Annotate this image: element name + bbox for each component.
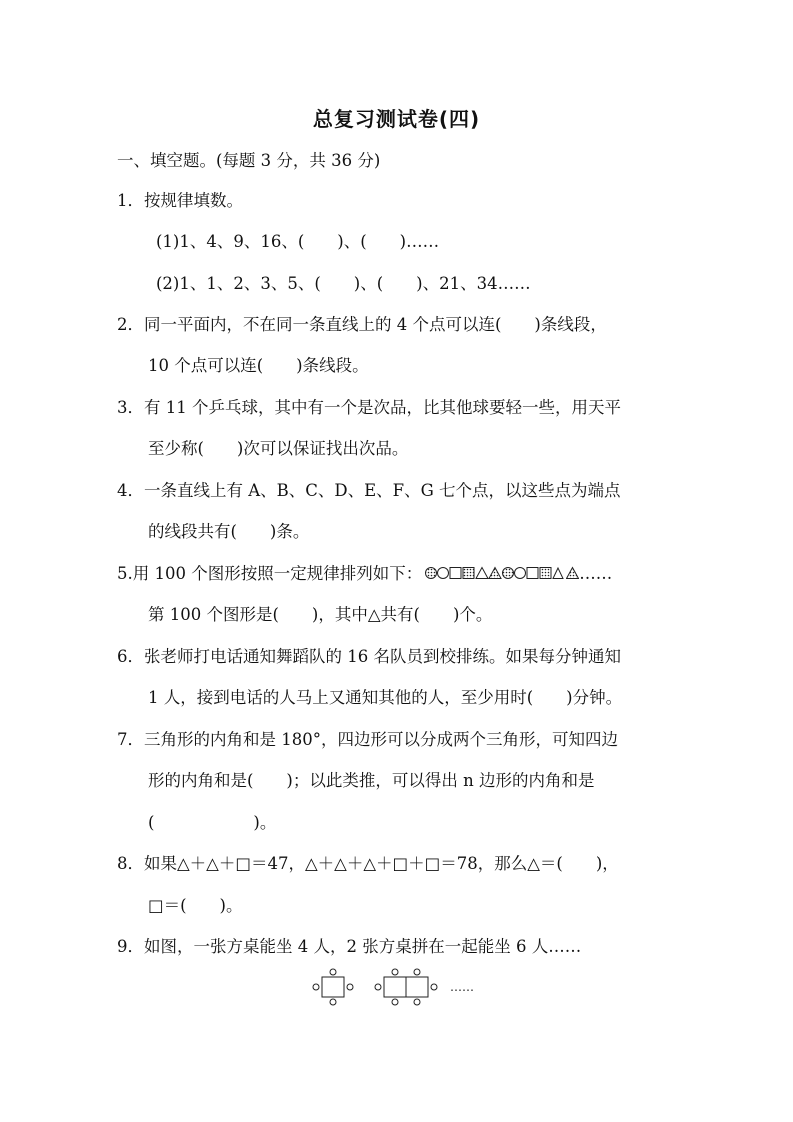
- dotted-square-icon: [540, 568, 551, 579]
- question-5-ellipsis: ……: [579, 564, 613, 583]
- question-3-line-2: 至少称( )次可以保证找出次品。: [148, 439, 409, 458]
- question-2-line-1: 2．同一平面内，不在同一条直线上的 4 个点可以连( )条线段，: [117, 315, 607, 334]
- circle-icon: [438, 568, 449, 579]
- square-icon: [527, 568, 538, 579]
- single-table-icon: [313, 969, 353, 1005]
- circle-icon: [515, 568, 526, 579]
- question-9: 9．如图，一张方桌能坐 4 人，2 张方桌拼在一起能坐 6 人……: [117, 937, 582, 956]
- triangle-icon: [476, 568, 488, 579]
- triangle-icon: [553, 568, 563, 579]
- page-title: 总复习测试卷(四): [312, 107, 481, 131]
- question-5-line-2: 第 100 个图形是( )，其中△共有( )个。: [148, 605, 493, 624]
- question-5-line-1: [117, 563, 612, 585]
- question-1-part-1: (1)1、4、9、16、( )、( )……: [156, 232, 440, 251]
- question-5-prefix: 5.用 100 个图形按照一定规律排列如下：: [117, 564, 423, 583]
- question-7-line-2: 形的内角和是( )；以此类推，可以得出 n 边形的内角和是: [148, 771, 595, 790]
- question-7-line-3: ( )。: [148, 813, 277, 832]
- question-4-line-2: 的线段共有( )条。: [148, 522, 310, 541]
- shape-sequence: [424, 565, 564, 581]
- question-1-part-2: (2)1、1、2、3、5、( )、( )、21、34……: [156, 274, 531, 293]
- question-7-line-1: 7．三角形的内角和是 180°，四边形可以分成两个三角形，可知四边: [117, 730, 618, 749]
- dotted-square-icon: [463, 568, 474, 579]
- table-seating-figure: [312, 968, 487, 1010]
- question-6-line-2: 1 人，接到电话的人马上又通知其他的人，至少用时( )分钟。: [148, 688, 623, 707]
- question-8-line-1: 8．如果△＋△＋□＝47，△＋△＋△＋□＋□＝78，那么△＝( )，: [117, 854, 619, 873]
- shape-sequence-tail: [566, 565, 579, 581]
- dotted-circle-icon: [426, 568, 437, 579]
- figure-ellipsis: ……: [450, 980, 474, 994]
- square-icon: [450, 568, 461, 579]
- question-8-line-2: □＝( )。: [148, 896, 243, 915]
- two-tables-icon: [375, 969, 437, 1005]
- question-4-line-1: 4．一条直线上有 A、B、C、D、E、F、G 七个点，以这些点为端点: [117, 481, 621, 500]
- dotted-circle-icon: [503, 568, 514, 579]
- dotted-triangle-icon: [567, 568, 579, 579]
- question-6-line-1: 6．张老师打电话通知舞蹈队的 16 名队员到校排练。如果每分钟通知: [117, 647, 621, 666]
- dotted-triangle-icon: [489, 568, 501, 579]
- question-2-line-2: 10 个点可以连( )条线段。: [148, 356, 369, 375]
- question-3-line-1: 3．有 11 个乒乓球，其中有一个是次品，比其他球要轻一些，用天平: [117, 398, 621, 417]
- question-1: 1．按规律填数。: [117, 191, 243, 210]
- section-heading: 一、填空题。(每题 3 分，共 36 分): [117, 151, 381, 170]
